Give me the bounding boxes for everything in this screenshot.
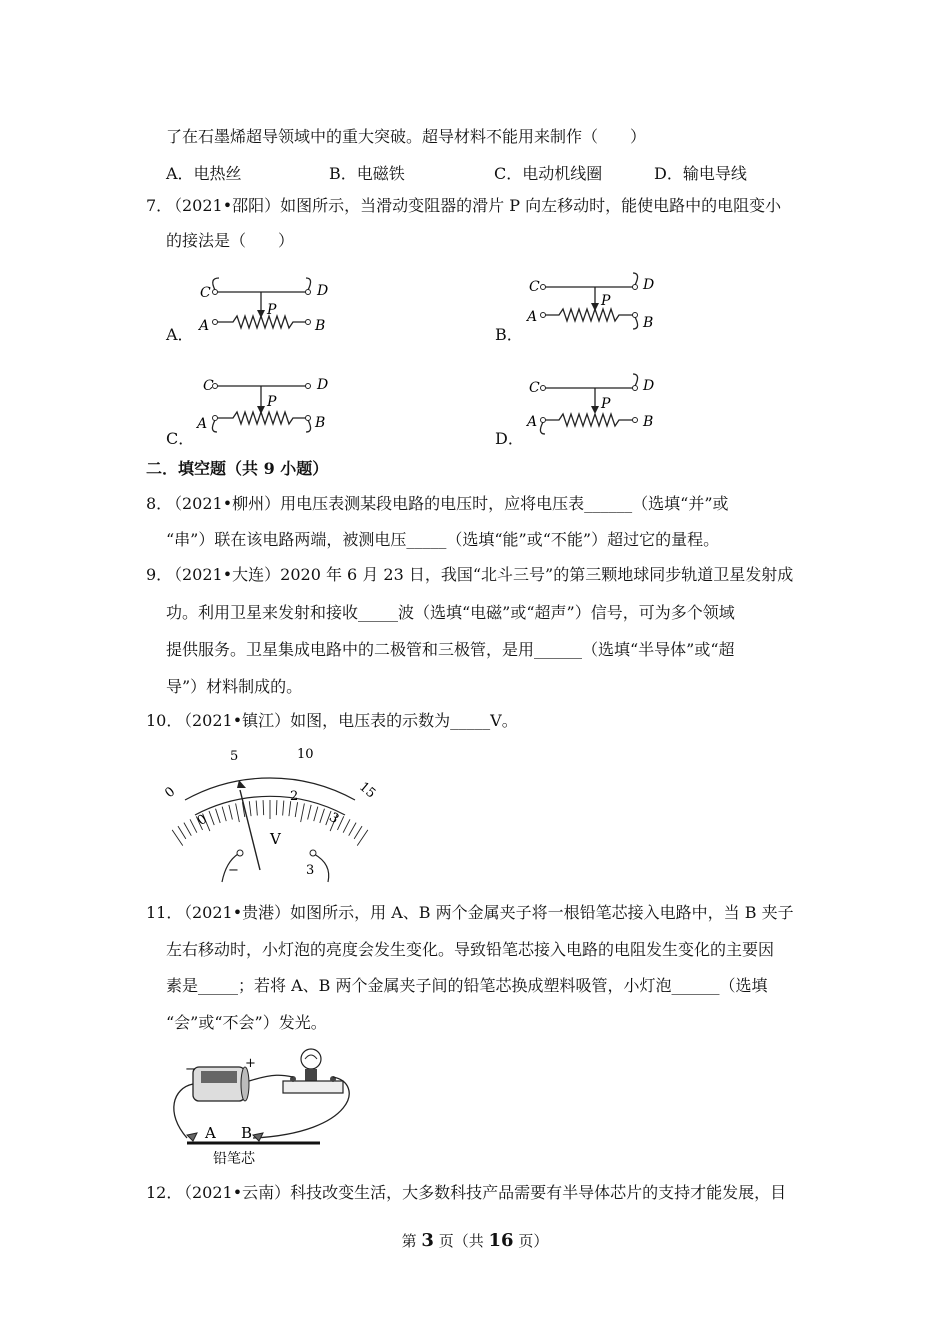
section-heading: 二．填空题（共 9 小题）	[146, 459, 329, 478]
q8-stem-line1: （2021•柳州）用电压表测某段电路的电压时，应将电压表______（选填“并”或	[166, 494, 729, 513]
battery-plus: +	[245, 1056, 256, 1071]
terminal-3: 3	[306, 863, 315, 878]
q7-option-b-label: B．	[495, 325, 523, 344]
meter-tick-mark	[222, 807, 226, 821]
label-d: D	[317, 283, 329, 299]
lower-tick-3: 3	[326, 809, 342, 828]
meter-unit: V	[270, 830, 281, 848]
q12-number: 12．	[146, 1183, 183, 1202]
meter-tick-mark	[216, 809, 221, 823]
label-b: B	[643, 315, 654, 331]
meter-tick-mark	[314, 807, 318, 821]
q7-diagram-c	[195, 372, 345, 444]
label-a: A	[527, 414, 538, 430]
q7-option-c-label: C．	[166, 429, 195, 448]
meter-tick-mark	[172, 830, 183, 846]
label-p: P	[601, 293, 611, 309]
meter-tick-mark	[354, 826, 362, 839]
meter-tick-mark	[276, 800, 277, 815]
clip-a: A	[205, 1124, 216, 1142]
label-c: C	[529, 279, 540, 295]
current-page: 3	[421, 1230, 434, 1251]
meter-tick-mark	[295, 802, 297, 817]
meter-tick-mark	[343, 819, 350, 832]
meter-tick-mark	[249, 801, 251, 816]
battery-minus: −	[185, 1062, 196, 1077]
q9-number: 9．	[146, 565, 173, 584]
q11-number: 11．	[146, 903, 183, 922]
meter-tick-mark	[320, 809, 325, 823]
label-p: P	[267, 302, 277, 318]
label-b: B	[315, 318, 326, 334]
label-p: P	[267, 394, 277, 410]
q6-option-c: C．电动机线圈	[494, 164, 603, 183]
meter-tick-mark	[308, 805, 312, 820]
q7-diagram-d	[525, 372, 675, 444]
q9-stem-line2: 功。利用卫星来发射和接收_____波（选填“电磁”或“超声”）信号，可为多个领域	[166, 603, 735, 622]
q7-stem-line1: （2021•邵阳）如图所示，当滑动变阻器的滑片 P 向左移动时，能使电路中的电阻变小	[166, 196, 782, 215]
q9-stem-line4: 导”）材料制成的。	[166, 677, 303, 696]
upper-tick-10: 10	[297, 747, 314, 762]
q11-stem-line4: “会”或“不会”）发光。	[166, 1013, 327, 1032]
label-a: A	[527, 309, 538, 325]
meter-tick-mark	[209, 811, 214, 825]
q6-continuation: 了在石墨烯超导领域中的重大突破。超导材料不能用来制作（ ）	[166, 127, 647, 146]
meter-tick-mark	[283, 801, 284, 816]
meter-tick-mark	[190, 819, 197, 832]
upper-tick-15: 15	[356, 779, 379, 802]
q11-stem-line2: 左右移动时，小灯泡的亮度会发生变化。导致铅笔芯接入电路的电阻发生变化的主要因	[166, 940, 775, 959]
q7-stem-line2: 的接法是（ ）	[166, 231, 295, 250]
meter-tick-mark	[256, 801, 257, 816]
q6-option-b: B．电磁铁	[329, 164, 405, 183]
q10-number: 10．	[146, 711, 183, 730]
q8-stem-line2: “串”）联在该电路两端，被测电压_____（选填“能”或“不能”）超过它的量程。	[166, 530, 720, 549]
meter-tick-mark	[301, 803, 305, 822]
q7-diagram-a	[195, 270, 345, 340]
label-d: D	[317, 377, 329, 393]
meter-tick-mark	[236, 803, 240, 822]
lower-tick-0: 0	[194, 811, 211, 829]
upper-tick-0: 0	[162, 784, 179, 802]
meter-tick-mark	[357, 830, 368, 846]
label-d: D	[643, 378, 655, 394]
q10-stem-line1: （2021•镇江）如图，电压表的示数为_____V。	[176, 711, 518, 730]
meter-tick-mark	[349, 823, 356, 836]
q11-stem-line3: 素是_____；若将 A、B 两个金属夹子间的铅笔芯换成塑料吸管，小灯泡______（选填	[166, 976, 768, 995]
total-pages: 16	[488, 1230, 514, 1251]
label-c: C	[529, 380, 540, 396]
upper-tick-5: 5	[230, 749, 239, 764]
label-p: P	[601, 396, 611, 412]
label-b: B	[315, 415, 326, 431]
label-c: C	[203, 378, 214, 394]
label-a: A	[197, 416, 208, 432]
q11-stem-line1: （2021•贵港）如图所示，用 A、B 两个金属夹子将一根铅笔芯接入电路中，当 B 夹子	[176, 903, 794, 922]
lower-tick-2: 2	[290, 789, 299, 804]
meter-tick-mark	[178, 826, 186, 839]
q9-stem-line1: （2021•大连）2020 年 6 月 23 日，我国“北斗三号”的第三颗地球同步轨道卫星发射成	[166, 565, 794, 584]
pencil-lead-circuit	[165, 1043, 365, 1168]
q7-option-d-label: D．	[495, 429, 524, 448]
terminal-negative: −	[228, 863, 239, 878]
bulb-icon	[301, 1049, 321, 1069]
q12-stem-line1: （2021•云南）科技改变生活，大多数科技产品需要有半导体芯片的支持才能发展，目	[176, 1183, 787, 1202]
label-b: B	[643, 414, 654, 430]
q9-stem-line3: 提供服务。卫星集成电路中的二极管和三极管，是用______（选填“半导体”或“超	[166, 640, 735, 659]
q7-option-a-label: A．	[166, 325, 194, 344]
label-d: D	[643, 277, 655, 293]
label-c: C	[200, 285, 211, 301]
q6-option-d: D．输电导线	[654, 164, 747, 183]
q7-diagram-b	[525, 265, 675, 337]
meter-tick-mark	[263, 800, 264, 815]
meter-tick-mark	[229, 805, 233, 820]
q8-number: 8．	[146, 494, 173, 513]
q7-number: 7．	[146, 196, 173, 215]
pencil-lead-label: 铅笔芯	[213, 1151, 255, 1167]
q6-option-a: A．电热丝	[166, 164, 242, 183]
voltmeter-figure	[160, 740, 390, 890]
label-a: A	[199, 318, 210, 334]
clip-b: B	[241, 1124, 253, 1142]
page-footer: 第 3 页（共 16 页）	[401, 1230, 549, 1251]
meter-tick-mark	[184, 823, 191, 836]
